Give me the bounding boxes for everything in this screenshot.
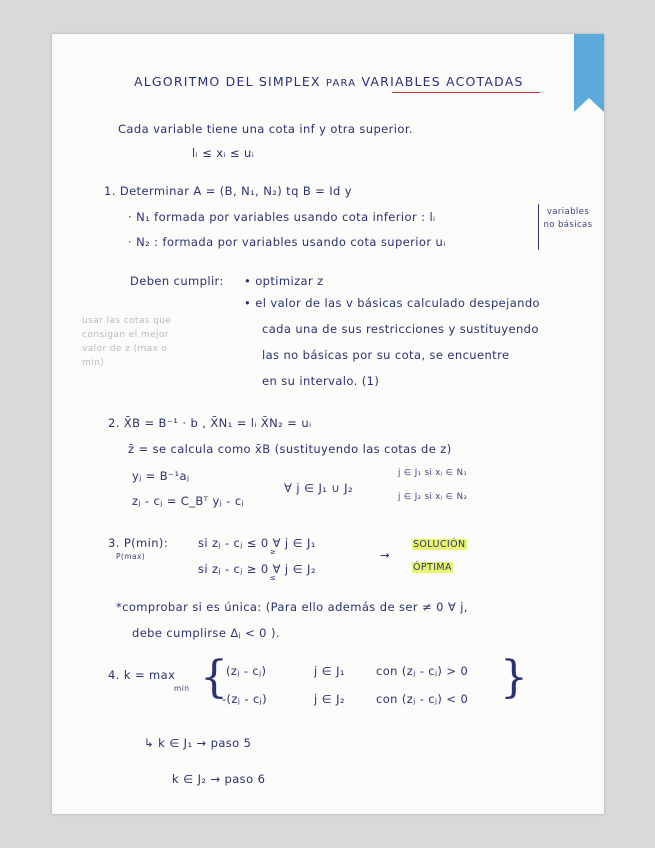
step4-label-sub: min — [174, 684, 190, 693]
step2-zj: zⱼ - cⱼ = C_Bᵀ yⱼ - cⱼ — [132, 494, 244, 508]
step4-row-2-cond: con (zⱼ - cⱼ) < 0 — [376, 692, 469, 706]
step3-check-2: debe cumplirse Δⱼ < 0 ). — [132, 626, 280, 640]
step2-line-2: z̄ = se calcula como x̄B (sustituyendo las cotas de z) — [128, 442, 452, 456]
faint-note-1: usar las cotas que — [82, 316, 172, 326]
title-part-2: PARA — [325, 78, 357, 89]
step3-rule-2-sub: ≤ — [270, 574, 277, 582]
step4-case-2: k ∈ J₂ → paso 6 — [172, 772, 266, 786]
step4-row-1-expr: (zⱼ - cⱼ) — [226, 664, 267, 678]
step1-line-1: 1. Determinar A = (B, N₁, N₂) tq B = Id y — [104, 184, 353, 198]
title-part-3: VARIABLES ACOTADAS — [361, 74, 524, 89]
intro-line-2: lᵢ ≤ xᵢ ≤ uᵢ — [192, 146, 255, 160]
step3-rule-2: si zⱼ - cⱼ ≥ 0 ∀ j ∈ J₂ — [198, 562, 316, 576]
faint-note-3: valor de z (max o — [82, 344, 168, 354]
condition-1: • optimizar z — [244, 274, 324, 288]
step2-note-1: j ∈ J₁ si xⱼ ∈ N₁ — [398, 468, 468, 478]
condition-2-line-3: las no básicas por su cota, se encuentre — [262, 348, 510, 362]
step4-row-1-set: j ∈ J₁ — [314, 664, 345, 678]
page-title — [134, 74, 524, 89]
step4-row-1-cond: con (zⱼ - cⱼ) > 0 — [376, 664, 469, 678]
step1-n1: · N₁ formada por variables usando cota inferior : lᵢ — [128, 210, 436, 224]
step2-yj: yⱼ = B⁻¹aⱼ — [132, 469, 190, 483]
step3-check-1: *comprobar si es única: (Para ello además de ser ≠ 0 ∀ j, — [116, 600, 468, 614]
step3-rule-1: si zⱼ - cⱼ ≤ 0 ∀ j ∈ J₁ — [198, 536, 316, 550]
step3-label-sub: P(max) — [116, 552, 146, 561]
step1-n2: · N₂ : formada por variables usando cota superior uᵢ — [128, 235, 446, 249]
notebook-page — [52, 34, 604, 814]
step3-label: 3. P(min): — [108, 536, 169, 550]
step4-row-2-expr: -(zⱼ - cⱼ) — [222, 692, 267, 706]
intro-line-1: Cada variable tiene una cota inf y otra superior. — [118, 122, 413, 136]
condition-2-line-1: • el valor de las v básicas calculado despejando — [244, 296, 540, 310]
conditions-label: Deben cumplir: — [130, 274, 224, 288]
bookmark-tab — [574, 34, 604, 112]
step4-row-2-set: j ∈ J₂ — [314, 692, 345, 706]
step2-line-1: 2. X̄B = B⁻¹ · b , X̄N₁ = lᵢ X̄N₂ = uᵢ — [108, 416, 312, 430]
step3-arrow: → — [380, 548, 391, 562]
title-underline — [392, 92, 540, 93]
n-brace — [538, 204, 539, 250]
step4-right-brace: } — [500, 652, 528, 703]
step4-case-1: ↳ k ∈ J₁ → paso 5 — [144, 736, 252, 750]
step3-rule-1-sub: ≥ — [270, 548, 277, 556]
title-part-1: ALGORITMO DEL SIMPLEX — [134, 74, 321, 89]
step2-note-2: j ∈ J₂ si xⱼ ∈ N₂ — [398, 492, 468, 502]
condition-2-line-2: cada una de sus restricciones y sustituyendo — [262, 322, 539, 336]
faint-note-2: consigan el mejor — [82, 330, 169, 340]
solution-label-2: ÓPTIMA — [413, 562, 452, 573]
solution-label-1: SOLUCIÓN — [413, 539, 466, 550]
step4-label: 4. k = max — [108, 668, 176, 682]
step4-left-brace: { — [200, 652, 228, 703]
condition-2-line-4: en su intervalo. (1) — [262, 374, 380, 388]
step2-forall: ∀ j ∈ J₁ ∪ J₂ — [284, 481, 353, 495]
faint-note-4: min) — [82, 358, 105, 368]
brace-note: variables no básicas — [543, 207, 593, 230]
